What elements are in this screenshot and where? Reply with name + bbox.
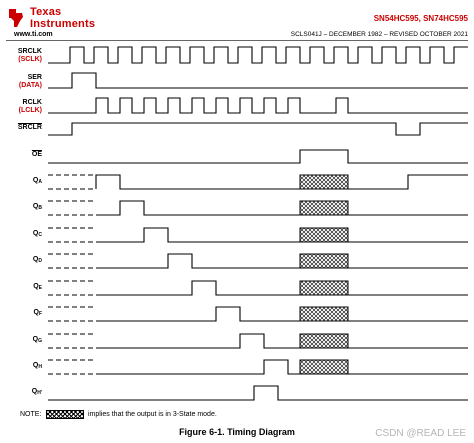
signal-label-qg: $Q_G$ (32, 336, 42, 344)
website-link[interactable]: www.ti.com (14, 31, 53, 38)
signal-label-qc: $Q_C$ (32, 230, 42, 238)
ser-wave (48, 73, 468, 88)
qb-3state (300, 201, 348, 215)
signal-label-qf: $Q_F$ (33, 309, 42, 317)
qb-wave (48, 201, 468, 215)
figure-caption: Figure 6-1. Timing Diagram (179, 427, 295, 437)
signal-label-qa: $Q_A$ (32, 177, 42, 185)
qg-3state (300, 334, 348, 348)
oe-wave (48, 150, 468, 163)
signal-label-qh-prime: $Q_{H'}$ (31, 388, 42, 396)
qd-wave (48, 254, 468, 268)
note-prefix: NOTE: (20, 411, 42, 418)
qh-3state (300, 360, 348, 374)
rclk-wave (48, 98, 468, 113)
qd-3state (300, 254, 348, 268)
srclk-wave (48, 47, 468, 63)
signal-label-rclk: RCLK (LCLK) (18, 99, 42, 114)
signal-label-srclr: SRCLR (17, 124, 42, 131)
brand-line1: Texas (30, 6, 62, 18)
qe-wave (48, 281, 468, 295)
signal-label-ser: SER (DATA) (18, 74, 42, 89)
signal-label-qe: $Q_E$ (33, 283, 42, 291)
three-state-legend-swatch (46, 410, 84, 419)
signal-label-srclk: SRCLK (SCLK) (17, 48, 42, 63)
qg-wave (48, 334, 468, 348)
qa-wave (48, 175, 468, 189)
part-numbers: SN54HC595, SN74HC595 (373, 14, 468, 23)
signal-label-oe: $\overline{OE}$ (31, 151, 42, 158)
qa-3state (300, 175, 348, 189)
qe-3state (300, 281, 348, 295)
note-text: implies that the output is in 3-State mode. (88, 411, 217, 418)
brand-line2: Instruments (30, 18, 96, 30)
qh-prime-wave (48, 386, 468, 400)
qc-3state (300, 228, 348, 242)
watermark: CSDN @READ LEE (375, 428, 466, 439)
doc-revision: SCLS041J – DECEMBER 1982 – REVISED OCTOBER 2021 (290, 31, 468, 38)
signal-label-qb: $Q_B$ (32, 203, 42, 211)
qf-wave (48, 307, 468, 321)
qc-wave (48, 228, 468, 242)
signal-label-qh: $Q_H$ (32, 362, 42, 370)
qh-wave (48, 360, 468, 374)
qf-3state (300, 307, 348, 321)
signal-label-qd: $Q_D$ (32, 256, 42, 264)
srclr-wave (48, 123, 468, 135)
